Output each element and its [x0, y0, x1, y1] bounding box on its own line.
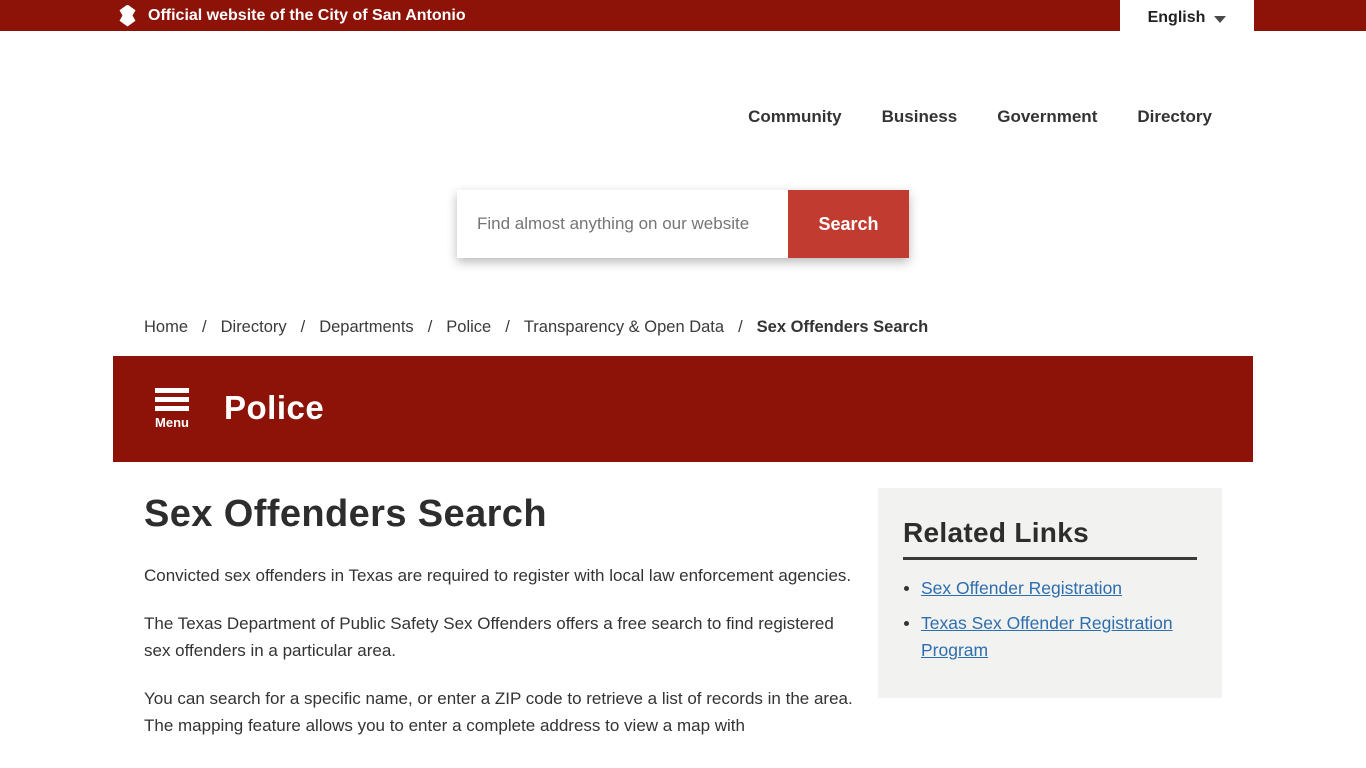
official-site-text: Official website of the City of San Antonio [148, 6, 466, 24]
breadcrumb [144, 318, 928, 337]
related-link-texas-sex-offender-registration-program[interactable]: Texas Sex Offender Registration Program [921, 613, 1173, 661]
body-paragraph: Convicted sex offenders in Texas are required to register with local law enforcement agencies. [144, 565, 852, 585]
nav-item-government[interactable]: Government [997, 107, 1098, 126]
page-title: Sex Offenders Search [144, 493, 547, 535]
related-link-sex-offender-registration[interactable]: Sex Offender Registration [921, 578, 1123, 599]
nav-item-community[interactable]: Community [748, 107, 842, 126]
related-links-divider [903, 557, 1197, 560]
breadcrumb-transparency[interactable]: Transparency & Open Data [523, 318, 725, 336]
breadcrumb-directory[interactable]: Directory [220, 318, 287, 336]
language-selector-label: English [1147, 9, 1206, 26]
menu-button-label: Menu [155, 415, 189, 430]
breadcrumb-departments[interactable]: Departments [319, 318, 414, 336]
site-search [457, 190, 909, 258]
government-topbar [0, 0, 1366, 31]
body-paragraph: You can search for a specific name, or enter a ZIP code to retrieve a list of records in the area. The mapping feature allows you to enter a complete address to view a map with [144, 688, 853, 735]
breadcrumb-home[interactable]: Home [144, 318, 189, 336]
nav-item-directory[interactable]: Directory [1137, 107, 1212, 126]
department-title: Police [224, 389, 325, 426]
breadcrumb-separator: / [505, 318, 510, 336]
language-selector[interactable] [1120, 0, 1254, 36]
related-links-panel [878, 488, 1222, 698]
search-input[interactable] [457, 190, 788, 258]
breadcrumb-separator: / [300, 318, 306, 336]
chevron-down-icon [1214, 16, 1226, 23]
breadcrumb-police[interactable]: Police [446, 318, 492, 336]
main-content [144, 494, 862, 760]
related-links-list [903, 575, 1197, 664]
nav-item-business[interactable]: Business [881, 107, 958, 126]
official-site-notice [117, 0, 466, 31]
breadcrumb-separator: / [427, 318, 433, 336]
search-button[interactable]: Search [788, 190, 909, 258]
department-banner [113, 356, 1253, 462]
breadcrumb-separator: / [738, 318, 743, 336]
body-paragraph: The Texas Department of Public Safety Sex Offenders offers a free search to find registered sex offenders in a particular area. [144, 613, 834, 660]
list-item [921, 610, 1197, 664]
main-navigation [748, 107, 1212, 127]
breadcrumb-separator: / [202, 318, 207, 336]
related-links-title: Related Links [903, 517, 1089, 548]
menu-button[interactable] [153, 388, 191, 430]
diamond-icon [117, 5, 138, 27]
list-item [921, 575, 1197, 602]
breadcrumb-current: Sex Offenders Search [756, 318, 929, 336]
hamburger-menu-icon [155, 388, 189, 411]
